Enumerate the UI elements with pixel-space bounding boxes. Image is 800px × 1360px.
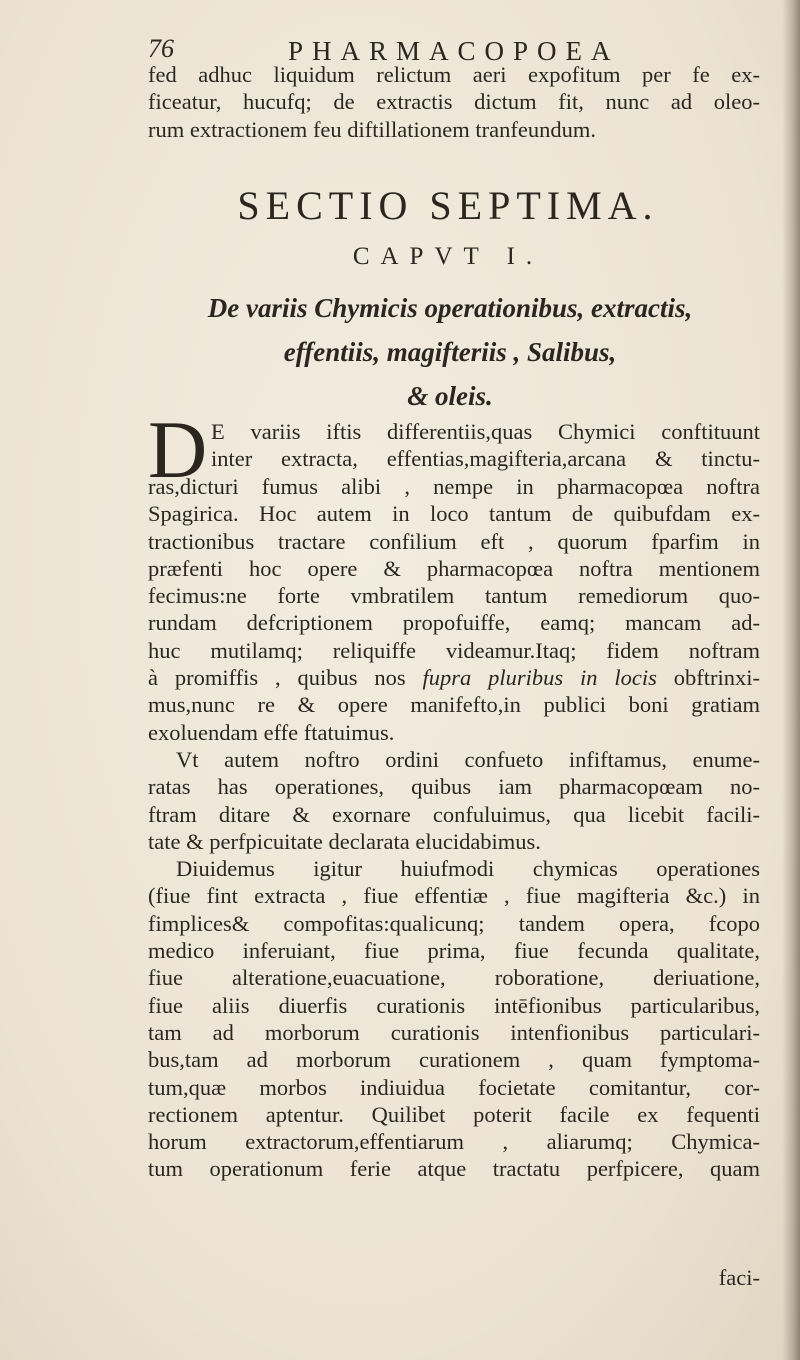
text-line: rectionem aptentur. Quilibet poterit facile ex fequenti xyxy=(148,1101,760,1127)
text-line: mus,nunc re & opere manifefto,in publici boni gratiam xyxy=(148,692,760,718)
text-line: ratas has operationes, quibus iam pharmacopœam no- xyxy=(148,774,760,800)
italic-fragment: fupra pluribus in locis xyxy=(422,665,657,691)
text-line: ftram ditare & exornare confuluimus, qua licebit facili- xyxy=(148,801,760,827)
text-line: fed adhuc liquidum relictum aeri expofitum per fe ex- xyxy=(148,62,760,87)
text-line: tum,quæ morbos indiuidua focietate comitantur, cor- xyxy=(148,1074,760,1100)
chapter-title-line: effentiis, magifteriis , Salibus, xyxy=(283,337,617,367)
chapter-title-line: De variis Chymicis operationibus, extractis, xyxy=(207,293,693,323)
text-line: ras,dicturi fumus alibi , nempe in pharmacopœa noftra xyxy=(148,474,760,499)
text-line: (fiue fint extracta , fiue effentiæ , fiue magifteria &c.) in xyxy=(148,883,760,909)
text-line: tum operationum ferie atque tractatu perfpicere, quam xyxy=(148,1156,760,1182)
text-line: exoluendam effe ftatuimus. xyxy=(148,719,395,745)
page-edge-shadow xyxy=(782,0,800,1360)
catchword-block xyxy=(148,1264,760,1291)
text-line: fiue aliis diuerfis curationis intēfionibus particularibus, xyxy=(148,992,760,1018)
text-line: huc mutilamq; reliquiffe videamur.Itaq; fidem noftram xyxy=(148,637,760,663)
text-line: Spagirica. Hoc autem in loco tantum de quibufdam ex- xyxy=(148,501,760,527)
text-line: medico inferuiant, fiue prima, fiue fecunda qualitate, xyxy=(148,938,760,964)
text-line: tractionibus tractare confilium eft , quorum fparfim in xyxy=(148,528,760,554)
body-opening-lines xyxy=(211,418,760,473)
text-line: fiue alteratione,euacuatione, roboratione, deriuatione, xyxy=(148,965,760,991)
text-line: Vt autem noftro ordini confueto infiftamus, enume- xyxy=(176,746,760,772)
text-line-mixed xyxy=(148,664,760,691)
body-text xyxy=(148,473,760,1183)
text-line: horum extractorum,effentiarum , aliarumq; Chymica- xyxy=(148,1129,760,1155)
text-line: tam ad morborum curationis intenfionibus particulari- xyxy=(148,1019,760,1045)
chapter-number: CAPVT I. xyxy=(352,243,544,270)
text-line: rundam defcriptionem propofuiffe, eamq; mancam ad- xyxy=(148,610,760,636)
text-fragment: obftrinxi- xyxy=(656,665,760,691)
running-head: PHARMACOPOEA xyxy=(288,36,620,66)
intro-paragraph xyxy=(148,61,760,143)
drop-cap: D xyxy=(148,404,208,495)
text-line: inter extracta, effentias,magifteria,arcana & tinctu- xyxy=(211,446,760,472)
text-line: fimplices& compofitas:qualicunq; tandem opera, fcopo xyxy=(148,910,760,936)
chapter-title xyxy=(148,286,752,418)
text-line: Diuidemus igitur huiufmodi chymicas operationes xyxy=(176,856,760,882)
text-line: bus,tam ad morborum curationem , quam fymptoma- xyxy=(148,1047,760,1073)
text-line: fecimus:ne forte vmbratilem tantum remediorum quo- xyxy=(148,583,760,609)
page-number: 76 xyxy=(148,34,174,63)
text-fragment: à promiffis , quibus nos xyxy=(148,665,423,691)
text-line: rum extractionem feu diftillationem tranfeundum. xyxy=(148,116,596,142)
section-title: SECTIO SEPTIMA. xyxy=(237,183,659,228)
text-line: E variis iftis differentiis,quas Chymici conftituunt xyxy=(211,419,760,444)
catchword: faci- xyxy=(718,1265,760,1290)
text-line: ficeatur, hucufq; de extractis dictum fit, nunc ad oleo- xyxy=(148,89,760,115)
text-line: præfenti hoc opere & pharmacopœa noftra mentionem xyxy=(148,555,760,581)
chapter-title-line: & oleis. xyxy=(407,381,493,411)
text-line: tate & perfpicuitate declarata elucidabimus. xyxy=(148,828,541,854)
